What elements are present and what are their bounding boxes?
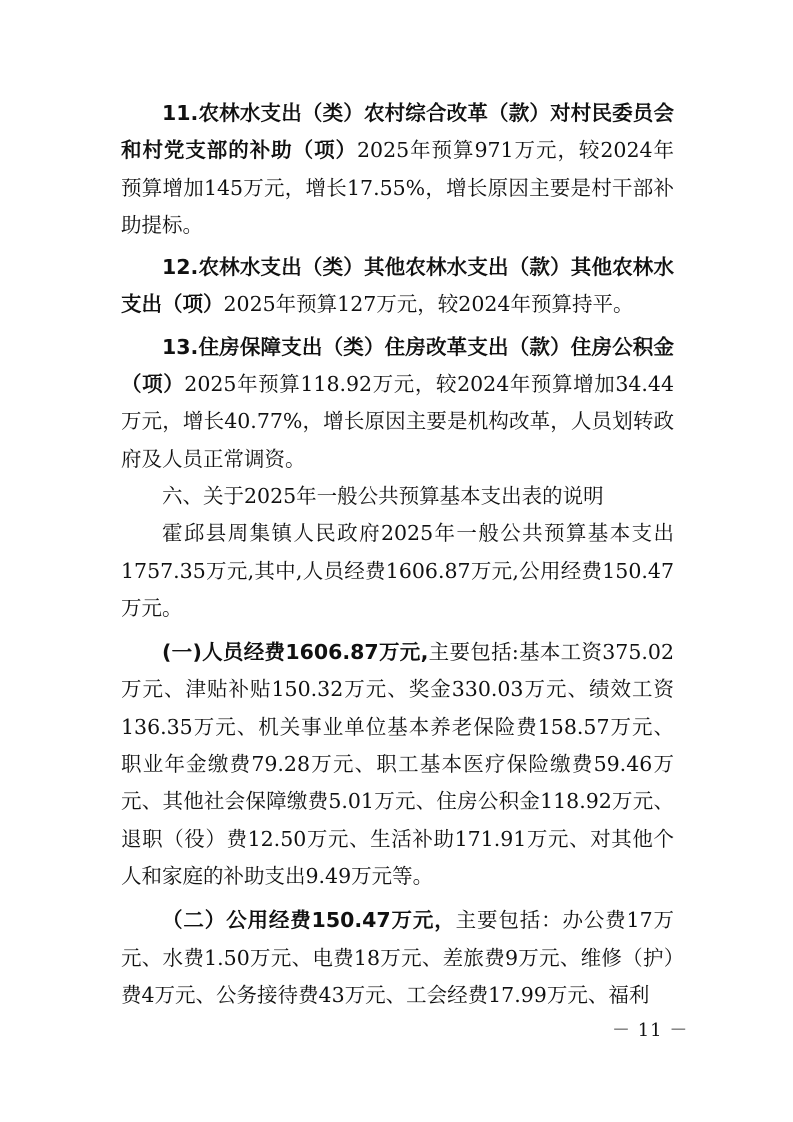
item-13-text: 2025年预算118.92万元，较2024年预算增加34.44万元，增长40.77%，增长原因主要是机构改革，人员划转政府及人员正常调资。 <box>121 372 675 471</box>
item-12-heading: 12.农林水支出（类）其他农林水支出（款）其他农林水支出（项） <box>121 255 674 317</box>
section-6-heading: 六、关于2025年一般公共预算基本支出表的说明 <box>162 483 604 508</box>
paragraph-item-12 <box>121 249 674 324</box>
item-11-text: 2025年预算971万元，较2024年预算增加145万元，增长17.55%，增长原因主要是村干部补助提标。 <box>121 138 674 237</box>
public-expense-text: 主要包括：办公费17万元、水费1.50万元、电费18万元、差旅费9万元、维修（护）费4万元、公务接待费43万元、工会经费17.99万元、福利 <box>121 908 674 1007</box>
item-11-heading: 11.农林水支出（类）农村综合改革（款）对村民委员会和村党支部的补助（项） <box>121 101 674 163</box>
personnel-expense-heading: (一)人员经费1606.87万元, <box>162 640 429 665</box>
page-number: － 11 － <box>612 1020 689 1041</box>
paragraph-item-13 <box>121 329 674 478</box>
public-expense-heading: （二）公用经费150.47万元， <box>162 908 456 933</box>
item-13-heading: 13.住房保障支出（类）住房改革支出（款）住房公积金（项） <box>121 334 674 397</box>
section-6-intro: 霍邱县周集镇人民政府2025年一般公共预算基本支出1757.35万元,其中,人员经费1606.87万元,公用经费150.47万元。 <box>121 521 674 620</box>
paragraph-item-11 <box>121 95 674 244</box>
item-12-text: 2025年预算127万元，较2024年预算持平。 <box>223 292 634 317</box>
document-body <box>121 95 674 1014</box>
paragraph-personnel-expense <box>121 634 674 895</box>
paragraph-public-expense <box>121 902 674 1014</box>
personnel-expense-text: 主要包括:基本工资375.02万元、津贴补贴150.32万元、奖金330.03万元、绩效工资136.35万元、机关事业单位基本养老保险费158.57万元、职业年金缴费79.28万元、职工基本医疗保险缴费59.46万元、其他社会保障缴费5.01万元、住房公积金118.92万元、退职（役）费12.50万元、生活补助171.91万元、对其他个人和家庭的补助支出9.49万元等。 <box>121 640 674 888</box>
